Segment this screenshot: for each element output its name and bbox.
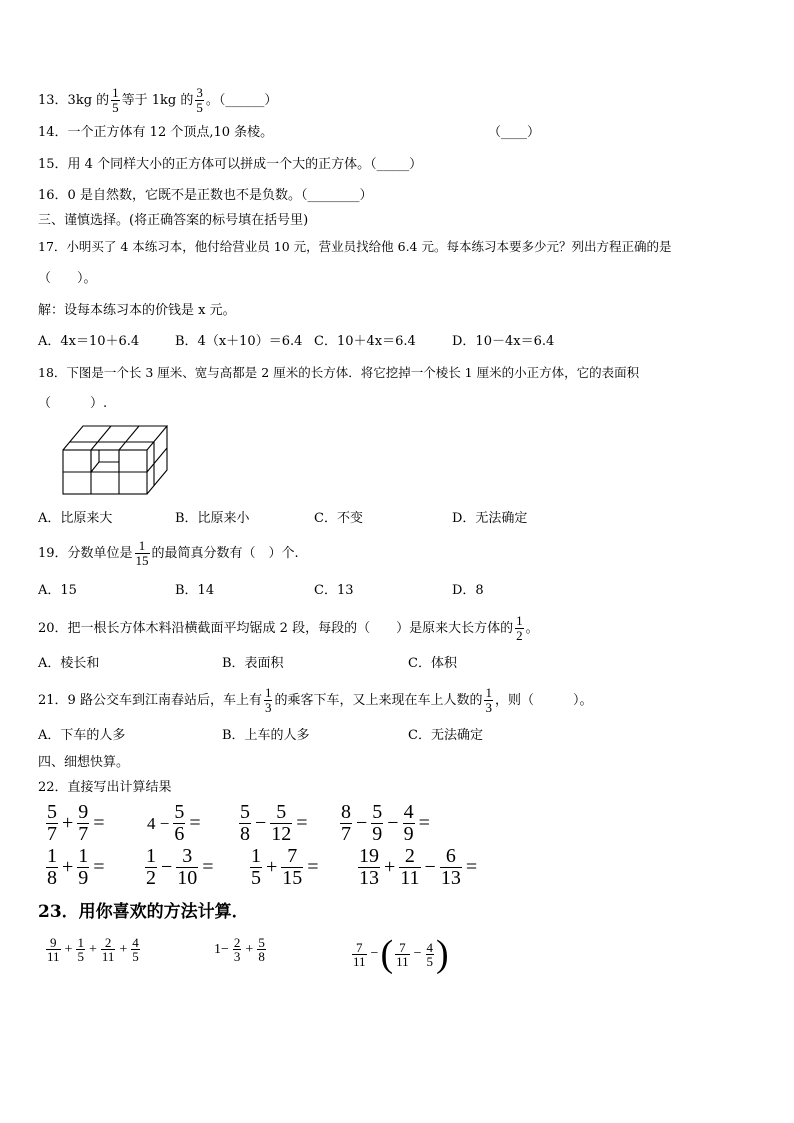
q21-option-b: B．上车的人多 [222,728,310,743]
q19-option-b: B．14 [175,583,215,598]
equals: = [189,812,201,834]
calc-item [143,846,216,889]
equals: = [307,856,319,878]
right-paren: ) [436,933,449,975]
question-22-heading: 22．直接写出计算结果 [38,780,172,795]
numerator: 6 [445,845,456,867]
question-19 [38,539,299,568]
q17-option-a: A．4x＝10＋6.4 [38,334,140,349]
denominator: 2 [146,867,156,889]
numerator: 19 [359,845,379,867]
numerator: 4 [132,935,139,950]
numerator: 7 [399,939,406,955]
numerator: 5 [372,801,383,823]
calc-item [44,802,107,845]
numerator: 3 [196,85,203,100]
fraction [111,86,120,115]
calc-item [356,846,479,889]
denominator: 3 [485,700,492,715]
equals: = [202,856,214,878]
q17-option-d: D．10－4x＝6.4 [452,334,555,349]
denominator: 9 [372,823,383,845]
denominator: 7 [341,823,351,845]
denominator: 8 [47,867,57,889]
q17-option-b: B．4（x＋10）＝6.4 [175,334,303,349]
numerator: 1 [138,538,146,553]
numerator: 9 [78,801,89,823]
denominator: 5 [251,867,261,889]
denominator: 13 [359,867,379,889]
section-3-heading: 三、谨慎选择。(将正确答案的标号填在括号里) [38,213,309,228]
question-15: 15．用 4 个同样大小的正方体可以拼成一个大的正方体。（_____） [38,157,423,172]
calc-item [145,802,203,845]
numerator: 1 [251,845,261,867]
operator: − [370,946,379,961]
q18-option-a: A．比原来大 [38,511,113,526]
denominator: 13 [440,867,461,889]
q20-option-c: C．体积 [408,656,457,671]
numerator: 1 [264,685,272,700]
denominator: 8 [258,949,265,964]
numerator: 5 [174,801,185,823]
q13-text: 13．3kg 的 [38,93,110,108]
q19-text: 19．分数单位是 [38,546,133,561]
denominator: 5 [112,100,119,115]
question-14 [38,124,273,142]
operator: − [424,856,436,878]
denominator: 7 [47,823,57,845]
operator: + [64,941,73,957]
equals: = [93,812,105,834]
numerator: 1 [77,935,84,950]
question-17-line1: 17．小明买了 4 本练习本，他付给营业员 10 元，营业员找给他 6.4 元。每本练习本要多少元？列出方程正确的是 [38,239,672,254]
numerator: 4 [426,939,434,955]
fraction [135,539,150,568]
operator: + [119,941,128,957]
question-16: 16．0 是自然数，它既不是正数也不是负数。（________） [38,188,373,203]
denominator: 12 [271,823,292,845]
denominator: 11 [47,949,60,964]
operator: − [161,856,173,878]
question-18-line1: 18．下图是一个长 3 厘米、宽与高都是 2 厘米的长方体．将它挖掉一个棱长 1 厘米的小正方体，它的表面积 [38,365,640,380]
question-13 [38,86,277,115]
question-21 [38,686,592,715]
numerator: 8 [341,801,351,823]
question-23-heading: 23．用你喜欢的方法计算． [38,902,249,922]
numerator: 7 [287,845,298,867]
denominator: 8 [240,823,250,845]
fraction [195,86,204,115]
denominator: 11 [101,949,115,964]
denominator: 3 [264,700,272,715]
numerator: 5 [47,801,57,823]
calc-item [237,802,310,845]
calc-item [248,846,321,889]
equals: = [418,812,430,834]
denominator: 6 [174,823,185,845]
q18-option-c: C．不变 [314,511,363,526]
operator: + [62,812,74,834]
denominator: 9 [403,823,414,845]
q17-option-c: C．10＋4x＝6.4 [314,334,416,349]
operator: − [255,812,267,834]
denominator: 2 [516,628,523,643]
q23-expression-3 [350,932,449,976]
operator: − [413,946,422,961]
q21-text-mid: 的乘客下车，又上来现在车上人数的 [274,693,483,708]
q21-option-c: C．无法确定 [408,728,483,743]
operator: − [387,812,399,834]
operator: − [356,812,368,834]
denominator: 10 [177,867,198,889]
answer-blank: 。（______） [205,93,278,108]
denominator: 5 [132,949,139,964]
numerator: 2 [233,935,241,950]
numerator: 5 [240,801,250,823]
q23-expression-2 [212,936,268,963]
denominator: 5 [196,100,203,115]
q21-text: 21．9 路公交车到江南春站后，车上有 [38,693,262,708]
numerator: 2 [104,935,112,950]
denominator: 15 [282,867,303,889]
numerator: 5 [258,935,265,950]
calc-item [44,846,107,889]
numerator: 1 [78,845,89,867]
q20-option-b: B．表面积 [222,656,284,671]
q23-expression-1 [44,936,142,963]
numerator: 1 [516,613,523,628]
q18-option-b: B．比原来小 [175,511,250,526]
question-18-line2: （ ）. [38,396,108,411]
question-20 [38,614,539,643]
denominator: 3 [233,949,241,964]
fraction [484,686,493,715]
operator: + [88,941,97,957]
numerator: 1 [47,845,57,867]
answer-blank: （____） [488,125,541,140]
cuboid-figure [55,420,175,500]
operand: 1− [214,941,229,957]
numerator: 9 [50,935,57,950]
q19-option-d: D．8 [452,583,484,598]
denominator: 15 [135,553,149,568]
numerator: 5 [276,801,287,823]
operand: 4 − [147,813,170,833]
equals: = [93,856,105,878]
operator: + [62,856,74,878]
denominator: 11 [353,953,366,969]
section-4-heading: 四、细想快算。 [38,755,130,770]
numerator: 1 [112,85,119,100]
numerator: 2 [404,845,415,867]
question-17-solution: 解：设每本练习本的价钱是 x 元。 [38,303,236,318]
equals: = [296,812,308,834]
q20-text: 20．把一根长方体木料沿横截面平均锯成 2 段，每段的（ ）是原来大长方体的 [38,621,514,636]
numerator: 1 [146,845,156,867]
q20-text-end: 。 [525,621,539,636]
q19-text-end: 的最简真分数有（ ）个. [151,546,299,561]
fraction [264,686,273,715]
denominator: 11 [400,867,420,889]
denominator: 5 [77,949,84,964]
denominator: 7 [78,823,89,845]
q20-option-a: A．棱长和 [38,656,100,671]
q14-text: 14．一个正方体有 12 个顶点,10 条棱。 [38,125,274,140]
q21-option-a: A．下车的人多 [38,728,126,743]
numerator: 4 [403,801,414,823]
q13-text-mid: 等于 1kg 的 [121,93,194,108]
denominator: 5 [426,953,434,969]
operator: + [384,856,396,878]
q19-option-a: A．15 [38,583,77,598]
denominator: 9 [78,867,89,889]
denominator: 11 [396,953,409,969]
q21-text-end: ，则（ ）。 [494,693,593,708]
fraction [515,614,524,643]
q19-option-c: C．13 [314,583,354,598]
calc-item [338,802,432,845]
numerator: 3 [182,845,193,867]
q18-option-d: D．无法确定 [452,511,528,526]
numerator: 1 [485,685,492,700]
operator: + [266,856,278,878]
left-paren: ( [380,933,394,975]
equals: = [465,856,478,878]
operator: + [245,941,254,957]
question-17-line2: （ ）。 [38,271,97,286]
numerator: 7 [356,939,363,955]
